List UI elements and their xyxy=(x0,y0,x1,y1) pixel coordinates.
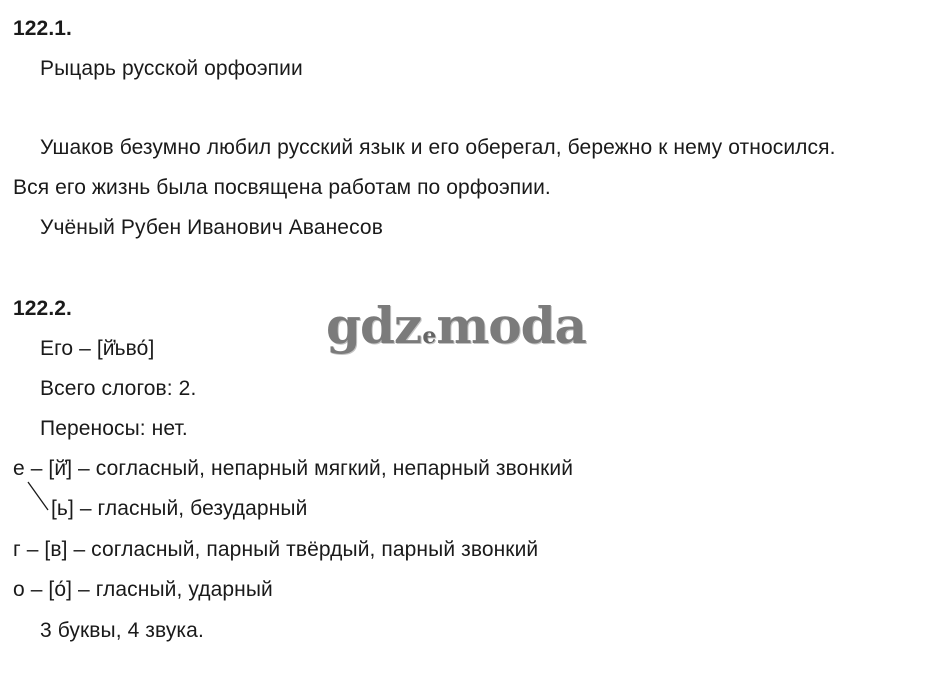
section-1-paragraph-1-line-2: Вся его жизнь была посвящена работам по орфоэпии. xyxy=(13,176,551,199)
letter-o-analysis: о – [о́] – гласный, ударный xyxy=(13,578,273,601)
word-transcription: Его – [й̓ьво́] xyxy=(40,337,155,360)
watermark-left: gdz xyxy=(326,296,422,355)
section-1-paragraph-1-line-1: Ушаков безумно любил русский язык и его оберегал, бережно к нему относился. xyxy=(40,136,836,159)
syllable-count: Всего слогов: 2. xyxy=(40,377,197,400)
section-1-title: Рыцарь русской орфоэпии xyxy=(40,57,303,80)
section-1-number: 122.1. xyxy=(13,17,72,40)
letters-sounds-summary: 3 буквы, 4 звука. xyxy=(40,619,204,642)
letter-e-second-sound: [ь] – гласный, безударный xyxy=(51,497,308,520)
watermark-dot: e xyxy=(422,323,436,349)
hyphenation-note: Переносы: нет. xyxy=(40,417,188,440)
letter-e-analysis: е – [й̓] – согласный, непарный мягкий, непарный звонкий xyxy=(13,457,574,480)
watermark-logo xyxy=(326,296,586,366)
section-1-paragraph-2: Учёный Рубен Иванович Аванесов xyxy=(40,216,383,239)
watermark-right: moda xyxy=(436,296,586,355)
letter-g-analysis: г – [в] – согласный, парный твёрдый, парный звонкий xyxy=(13,538,539,561)
section-2-number: 122.2. xyxy=(13,297,72,320)
